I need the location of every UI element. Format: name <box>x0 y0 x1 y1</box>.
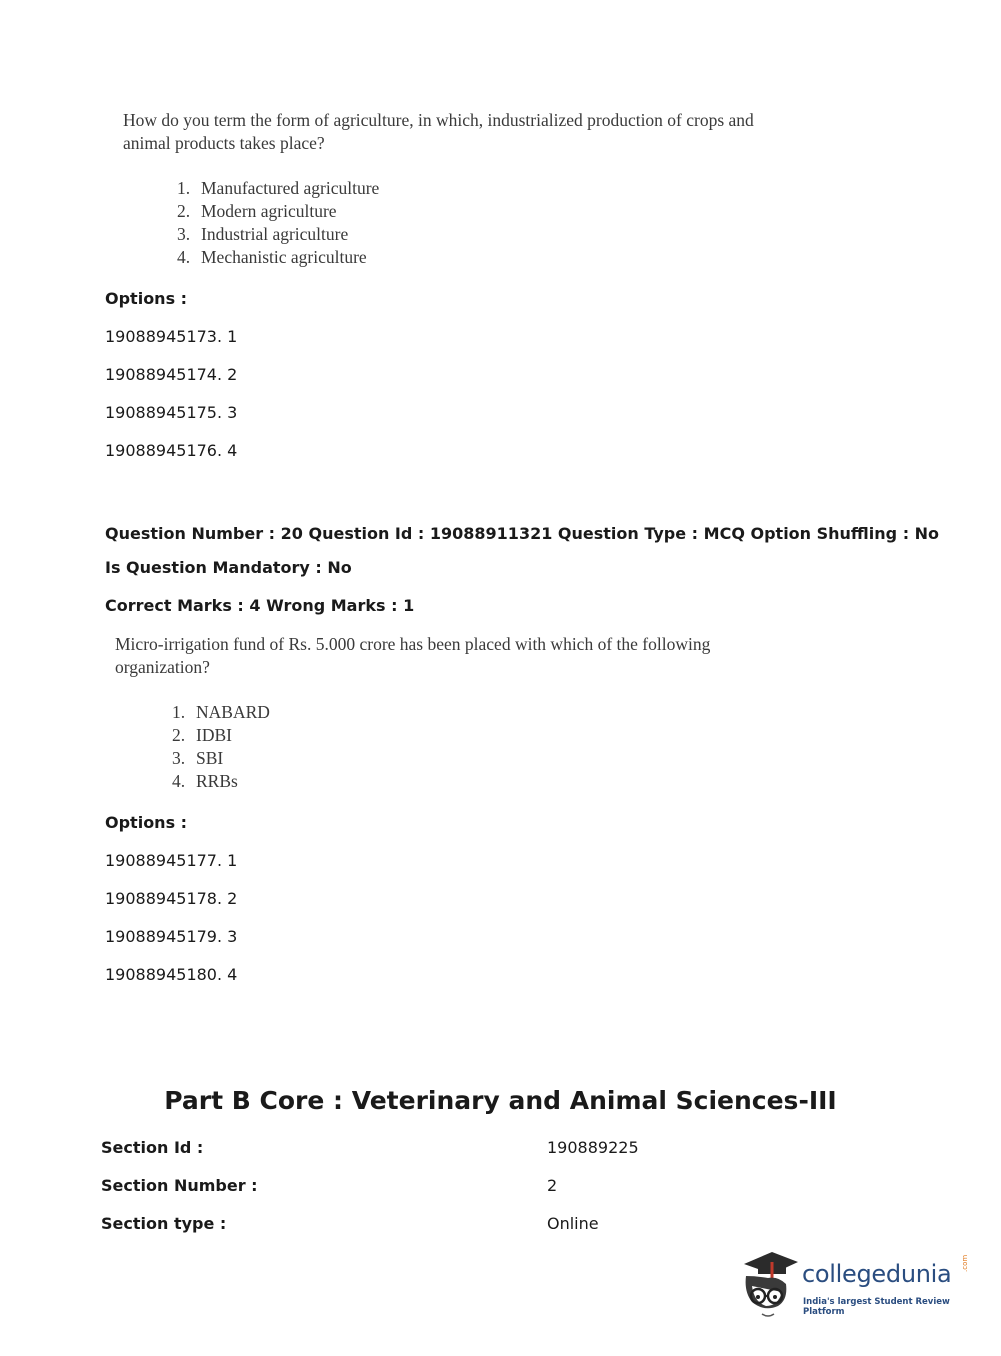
q20-option-4: 19088945180. 4 <box>105 965 238 984</box>
section-type-label: Section type : <box>101 1214 227 1233</box>
mascot-icon <box>738 1246 800 1322</box>
q20-option-2: 19088945178. 2 <box>105 889 238 908</box>
logo-suffix: .com <box>961 1254 969 1272</box>
q20-choice-list <box>172 701 270 793</box>
q20-choice: 1. NABARD <box>172 702 270 722</box>
q19-choice: 3. Industrial agriculture <box>177 224 349 244</box>
q20-choice: 2. IDBI <box>172 725 232 745</box>
q20-question-text <box>115 633 710 679</box>
q19-choice: 1. Manufactured agriculture <box>177 178 380 198</box>
q19-option-1: 19088945173. 1 <box>105 327 238 346</box>
q19-question-line-1: How do you term the form of agriculture, in which, industrialized production of crops and <box>123 110 754 130</box>
q19-option-3: 19088945175. 3 <box>105 403 238 422</box>
q19-options-label: Options : <box>105 289 188 308</box>
q20-option-1: 19088945177. 1 <box>105 851 238 870</box>
section-number-value: 2 <box>547 1176 558 1195</box>
section-id-value: 190889225 <box>547 1138 639 1157</box>
q19-choice: 2. Modern agriculture <box>177 201 337 221</box>
q20-question-line-1: Micro-irrigation fund of Rs. 5.000 crore has been placed with which of the following <box>115 634 711 654</box>
logo-wordmark: collegedunia <box>802 1260 952 1288</box>
part-title: Part B Core : Veterinary and Animal Sciences-III <box>164 1086 837 1115</box>
collegedunia-logo <box>738 1246 978 1322</box>
q19-question-text <box>123 109 754 155</box>
q19-choice-list <box>177 177 379 269</box>
q20-question-line-2: organization? <box>115 657 210 677</box>
q19-choice: 4. Mechanistic agriculture <box>177 247 367 267</box>
q20-header-line-1: Question Number : 20 Question Id : 19088911321 Question Type : MCQ Option Shuffling : No <box>105 524 940 543</box>
q20-option-3: 19088945179. 3 <box>105 927 238 946</box>
logo-tagline: India's largest Student Review Platform <box>803 1297 950 1317</box>
q19-option-2: 19088945174. 2 <box>105 365 238 384</box>
q20-choice: 4. RRBs <box>172 771 238 791</box>
q20-header-line-2: Is Question Mandatory : No <box>105 558 352 577</box>
section-id-label: Section Id : <box>101 1138 204 1157</box>
section-number-label: Section Number : <box>101 1176 258 1195</box>
q20-choice: 3. SBI <box>172 748 224 768</box>
q20-marks: Correct Marks : 4 Wrong Marks : 1 <box>105 596 415 615</box>
section-type-value: Online <box>547 1214 599 1233</box>
q20-options-label: Options : <box>105 813 188 832</box>
q19-question-line-2: animal products takes place? <box>123 133 325 153</box>
q19-option-4: 19088945176. 4 <box>105 441 238 460</box>
